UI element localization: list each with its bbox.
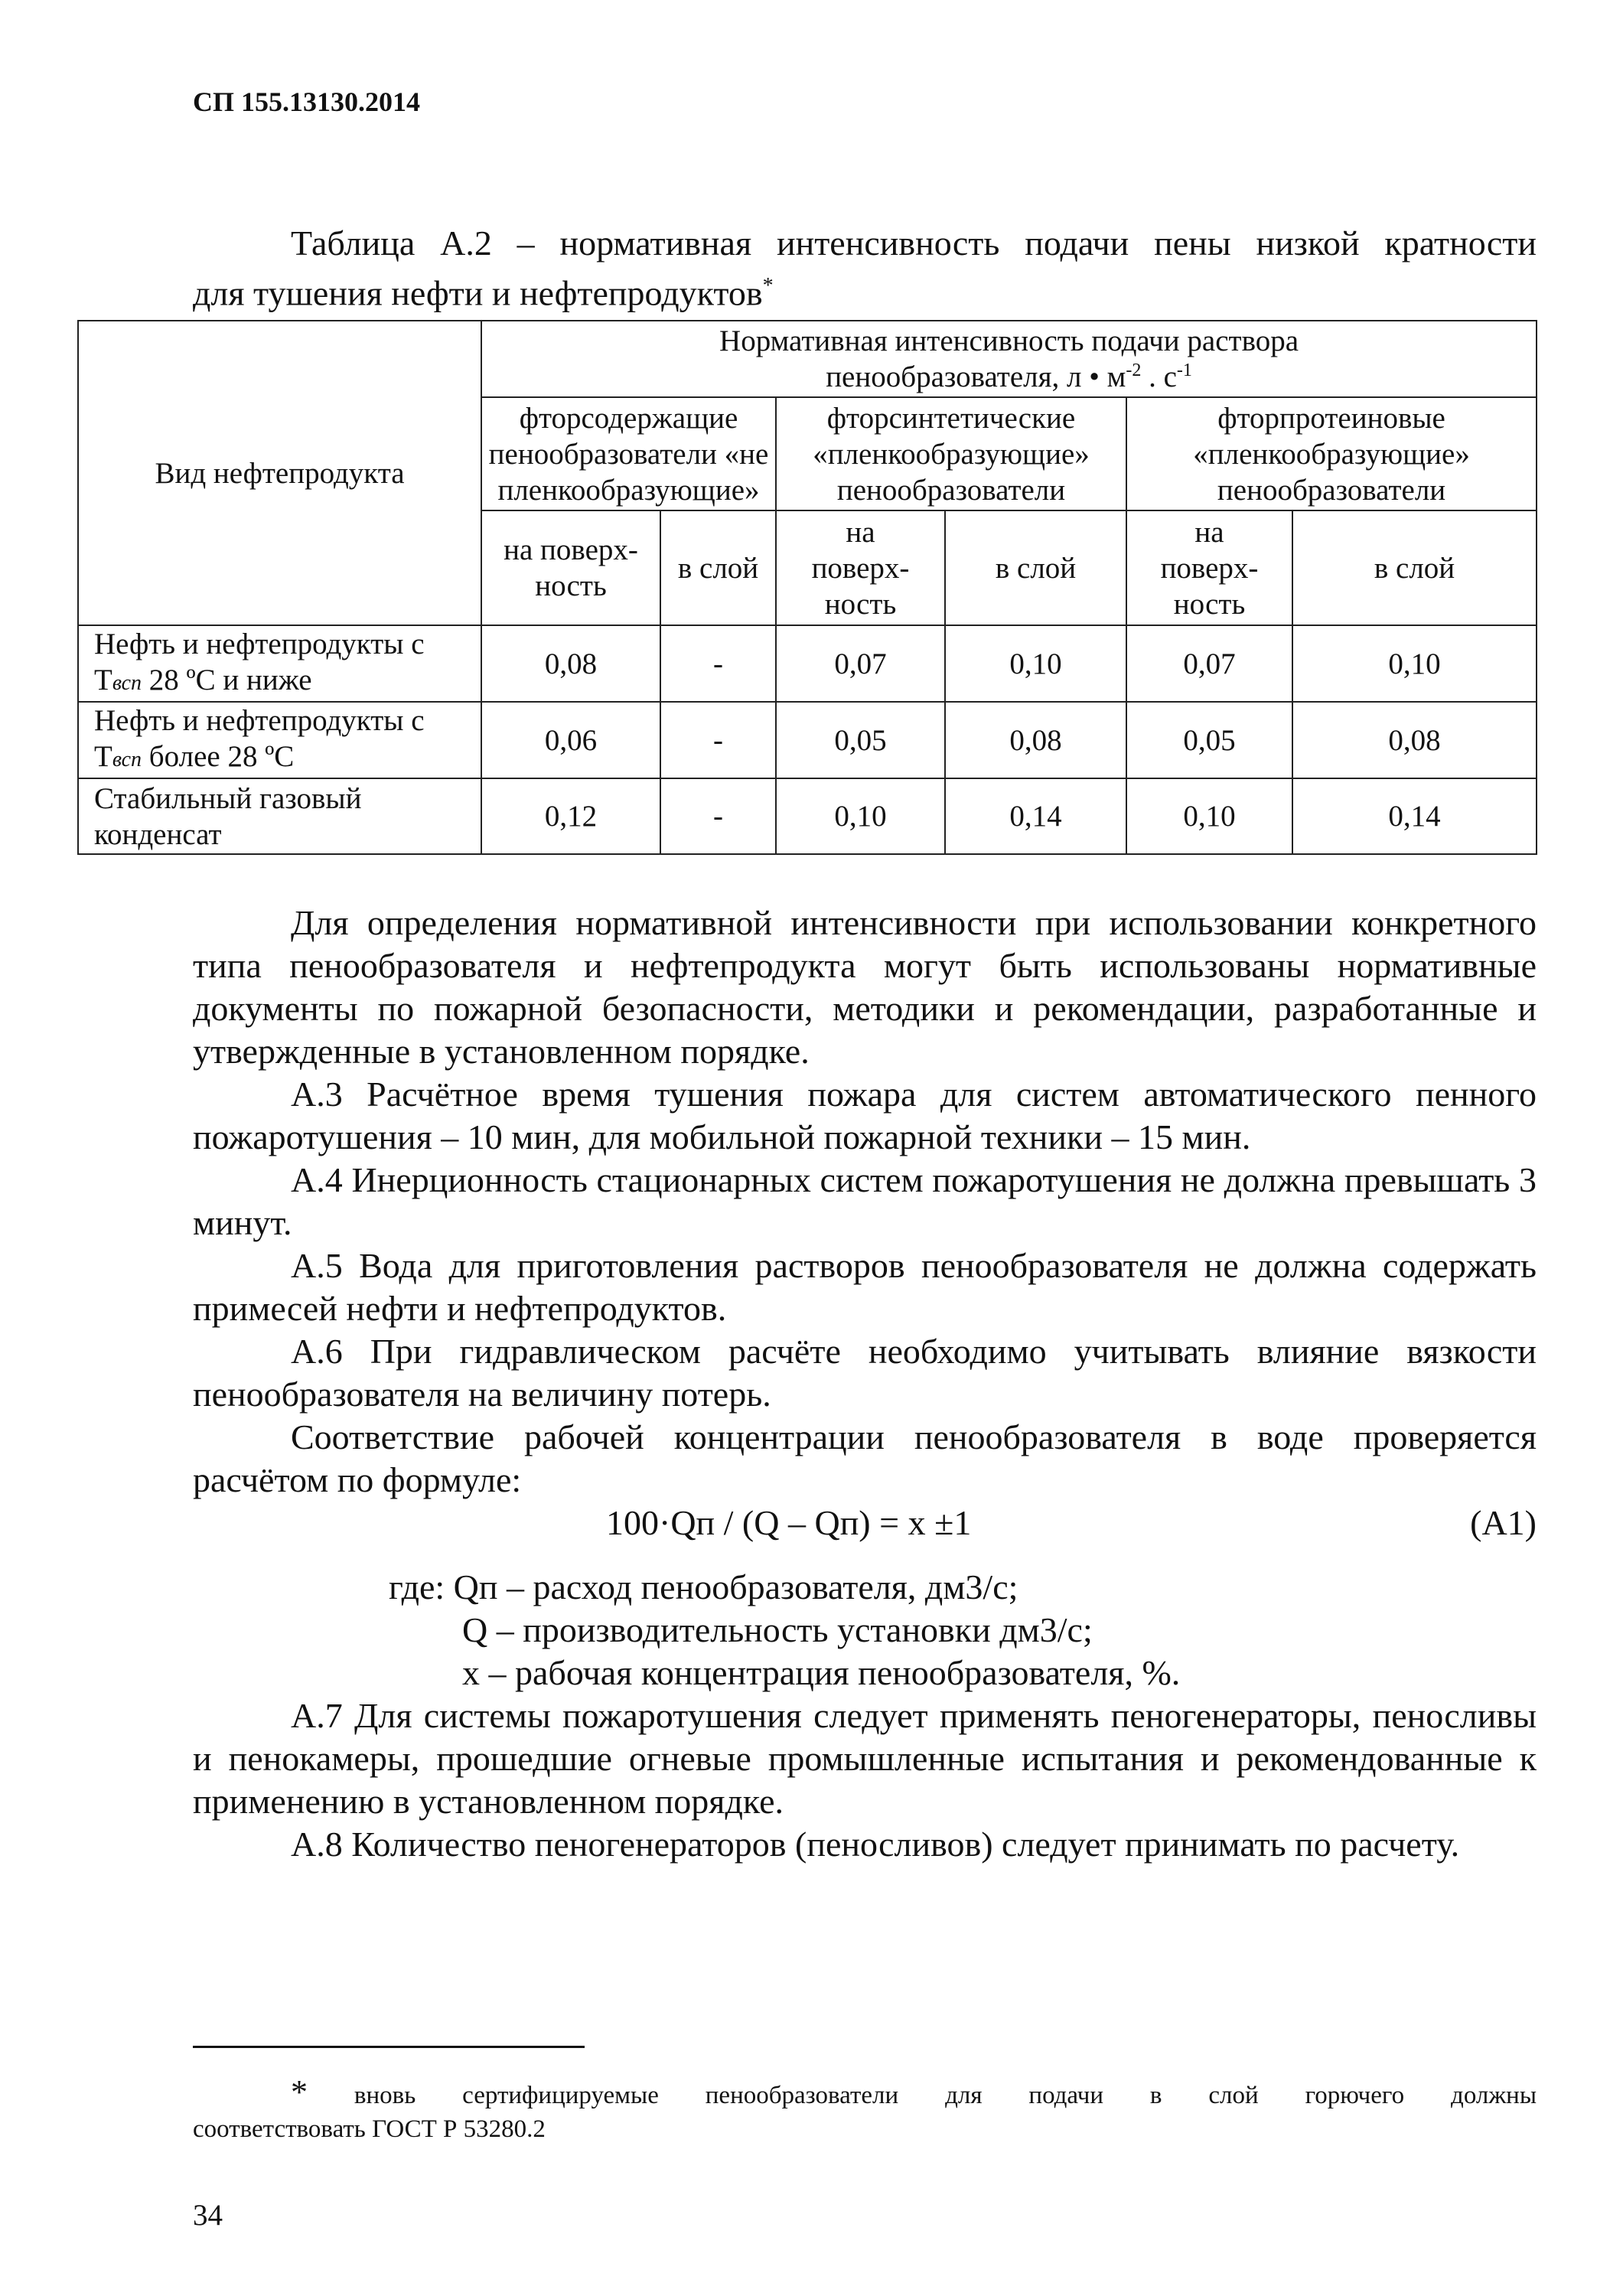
footnote-line-2: соответствовать ГОСТ Р 53280.2 [193, 2115, 546, 2143]
paragraph-a4: А.4 Инерционность стационарных систем пожаротушения не должна превышать 3 минут. [193, 1160, 1537, 1242]
group-3-line-3: пенообразователи [1217, 473, 1446, 507]
value-cell: 0,14 [1292, 778, 1537, 854]
subheader-surface-3-line-2: поверх- [1160, 551, 1259, 585]
value-cell: 0,10 [1292, 625, 1537, 702]
subheader-surface-1 [481, 510, 660, 625]
value-cell: 0,08 [945, 702, 1126, 778]
row-label [78, 702, 481, 778]
unit-exponent-1: -2 [1126, 360, 1142, 380]
value-cell: 0,14 [945, 778, 1126, 854]
value-cell: 0,12 [481, 778, 660, 854]
group-2-line-2: «пленкообразующие» [813, 437, 1090, 471]
paragraph-a3: А.3 Расчётное время тушения пожара для систем автоматического пенного пожаротушения – 10 мин, для мобильной пожарной техники – 15 мин. [193, 1075, 1537, 1156]
value-cell: 0,07 [776, 625, 945, 702]
footnote-divider [193, 2046, 585, 2048]
group-3-line-1: фторпротеиновые [1217, 401, 1445, 435]
caption-line-2-text: для тушения нефти и нефтепродуктов [193, 273, 763, 313]
temp-symbol: Т [94, 740, 112, 773]
value-cell: 0,10 [776, 778, 945, 854]
footnote-line-1 [193, 2073, 1537, 2112]
value-cell: 0,08 [481, 625, 660, 702]
table-row [78, 625, 1537, 702]
temp-subscript: всп [112, 671, 142, 695]
group-2-line-3: пенообразователи [836, 473, 1066, 507]
header-group-fluoroprotein [1126, 397, 1537, 510]
subheader-surface-2-line-3: ность [824, 587, 897, 621]
subheader-surface-1-line-1: на поверх- [504, 533, 638, 566]
caption-line-2 [193, 265, 1537, 315]
unit-middle: . с [1141, 360, 1177, 393]
header-intensity [481, 321, 1537, 397]
header-group-fluorine-containing [481, 397, 776, 510]
value-cell: - [660, 625, 776, 702]
formula-number: (А1) [1470, 1503, 1537, 1542]
document-code: СП 155.13130.2014 [193, 86, 420, 117]
row-label-line-1: Нефть и нефтепродукты с [94, 628, 425, 660]
subheader-surface-3-line-1: на [1194, 515, 1224, 549]
header-group-fluorosynthetic [776, 397, 1126, 510]
subheader-surface-1-line-2: ность [535, 569, 607, 602]
subheader-surface-3-line-3: ность [1173, 587, 1246, 621]
caption-line-1: Таблица А.2 – нормативная интенсивность подачи пены низкой кратности [291, 223, 1537, 263]
row-label-line-2: конденсат [94, 817, 222, 851]
value-cell: 0,10 [1126, 778, 1292, 854]
paragraph-a8: А.8 Количество пеногенераторов (пеносливов) следует принимать по расчету. [291, 1825, 1460, 1864]
subheader-layer-1: в слой [660, 510, 776, 625]
row-label [78, 625, 481, 702]
legend-qp: где: Qп – расход пенообразователя, дм3/с; [389, 1567, 1018, 1606]
row-label-line-2 [94, 662, 476, 701]
group-2-line-1: фторсинтетические [826, 401, 1076, 435]
subheader-surface-2-line-1: на [846, 515, 875, 549]
footnote-mark: * [291, 2073, 308, 2111]
table-row [78, 702, 1537, 778]
group-1-line-3: пленкообразующие» [497, 473, 760, 507]
subheader-surface-2-line-2: поверх- [811, 551, 910, 585]
paragraph-a5: А.5 Вода для приготовления растворов пенообразователя не должна содержать примесей нефти и нефтепродуктов. [193, 1246, 1537, 1328]
subheader-layer-2: в слой [945, 510, 1126, 625]
subheader-surface-3 [1126, 510, 1292, 625]
footnote [193, 2073, 1537, 2146]
subheader-surface-2 [776, 510, 945, 625]
row-label-line-2 [94, 739, 476, 778]
value-cell: 0,10 [945, 625, 1126, 702]
temp-subscript: всп [112, 748, 142, 771]
body-text [193, 902, 1537, 1866]
row-label-line-1: Нефть и нефтепродукты с [94, 704, 425, 737]
header-intensity-line-1: Нормативная интенсивность подачи раствора [719, 325, 1299, 357]
formula-row [193, 1502, 1537, 1566]
table-row [78, 778, 1537, 854]
value-cell: 0,08 [1292, 702, 1537, 778]
value-cell: 0,05 [1126, 702, 1292, 778]
footnote-text: вновь сертифицируемые пенообразователи для подачи в слой горючего должны [308, 2082, 1537, 2109]
temp-symbol: Т [94, 664, 112, 696]
group-3-line-2: «пленкообразующие» [1193, 437, 1470, 471]
header-product-type: Вид нефтепродукта [78, 321, 481, 625]
page-number: 34 [193, 2199, 223, 2232]
header-intensity-unit-text: пенообразователя, л • м [826, 360, 1126, 393]
paragraph-a6: А.6 При гидравлическом расчёте необходимо учитывать влияние вязкости пенообразователя на величину потерь. [193, 1332, 1537, 1414]
group-1-line-1: фторсодержащие [519, 401, 738, 435]
paragraph-concentration: Соответствие рабочей концентрации пенообразователя в воде проверяется расчётом по формуле: [193, 1417, 1537, 1499]
caption-footnote-mark: * [762, 274, 774, 298]
row-label [78, 778, 481, 854]
row-label-line-1: Стабильный газовый [94, 781, 362, 815]
value-cell: 0,05 [776, 702, 945, 778]
paragraph-a7: А.7 Для системы пожаротушения следует применять пеногенераторы, пеносливы и пенокамеры, прошедшие огневые промышленные испытания и рекомендованные к применению в установленном порядке. [193, 1696, 1537, 1821]
legend-q: Q – производительность установки дм3/с; [462, 1610, 1093, 1649]
paragraph-intro: Для определения нормативной интенсивности при использовании конкретного типа пенообразователя и нефтепродукта могут быть использованы нормативные документы по пожарной безопасности, методики и рекомендации, разработанные и утвержденные в установленном порядке. [193, 903, 1537, 1071]
value-cell: 0,07 [1126, 625, 1292, 702]
value-cell: - [660, 778, 776, 854]
table-caption [193, 222, 1537, 315]
formula: 100·Qп / (Q – Qп) = x ±1 [606, 1503, 972, 1542]
value-cell: - [660, 702, 776, 778]
value-cell: 0,06 [481, 702, 660, 778]
temp-condition: более 28 ºС [142, 740, 295, 773]
group-1-line-2: пенообразователи «не [488, 437, 769, 471]
subheader-layer-3: в слой [1292, 510, 1537, 625]
formula-legend [193, 1566, 1537, 1694]
intensity-table [77, 320, 1537, 855]
temp-condition: 28 ºС и ниже [142, 664, 312, 696]
legend-x: x – рабочая концентрация пенообразователя, %. [462, 1653, 1181, 1692]
unit-exponent-2: -1 [1176, 360, 1192, 380]
header-intensity-line-2 [487, 359, 1531, 395]
